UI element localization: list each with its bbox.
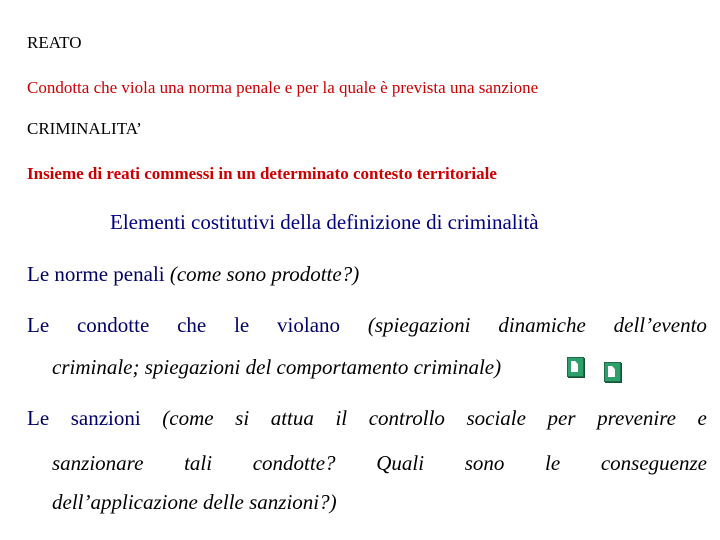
- item-condotte-line2: criminale; spiegazioni del comportamento criminale): [52, 355, 502, 379]
- item-norme: [27, 262, 359, 287]
- word: (come: [162, 406, 214, 430]
- word: violano: [277, 313, 341, 337]
- word: condotte: [76, 313, 150, 337]
- word: prevenire: [597, 406, 676, 430]
- item-norme-question: (come sono prodotte?): [169, 262, 360, 286]
- word: si: [235, 406, 250, 430]
- criminalita-definition: Insieme di reati commessi in un determinato contesto territoriale: [27, 164, 497, 183]
- criminalita-title: CRIMINALITA’: [27, 119, 142, 138]
- word: Le: [27, 406, 50, 430]
- word: dinamiche: [498, 313, 586, 337]
- word: controllo: [368, 406, 445, 430]
- document-icon[interactable]: [604, 362, 621, 382]
- word: (spiegazioni: [367, 313, 471, 337]
- word: e: [697, 406, 707, 430]
- item-sanzioni-line3: dell’applicazione delle sanzioni?): [52, 490, 337, 514]
- word: Le: [27, 313, 50, 337]
- item-norme-label: Le norme penali: [27, 262, 165, 286]
- word: dell’evento: [613, 313, 707, 337]
- word: tali: [184, 451, 213, 475]
- document-icon[interactable]: [567, 357, 584, 377]
- reato-definition: Condotta che viola una norma penale e per la quale è prevista una sanzione: [27, 78, 539, 97]
- item-condotte-line1: [27, 313, 707, 338]
- word: conseguenze: [600, 451, 707, 475]
- word: sanzioni: [70, 406, 141, 430]
- word: il: [335, 406, 348, 430]
- word: che: [177, 313, 207, 337]
- word: sociale: [466, 406, 526, 430]
- section-heading: Elementi costitutivi della definizione di criminalità: [110, 210, 539, 234]
- word: Quali: [376, 451, 425, 475]
- item-sanzioni-line1: [27, 406, 707, 431]
- word: le: [234, 313, 250, 337]
- word: condotte?: [252, 451, 336, 475]
- word: sono: [464, 451, 505, 475]
- item-sanzioni-line2: [52, 451, 707, 476]
- word: sanzionare: [52, 451, 144, 475]
- word: le: [545, 451, 561, 475]
- word: attua: [270, 406, 314, 430]
- reato-title: REATO: [27, 33, 82, 52]
- word: per: [547, 406, 576, 430]
